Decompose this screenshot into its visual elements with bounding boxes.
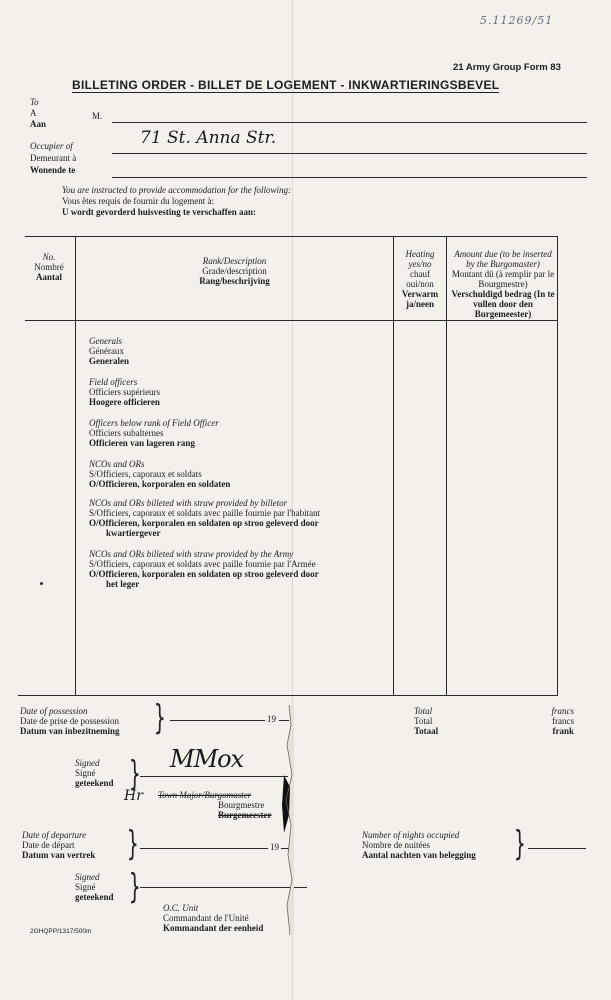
print-code: 2GHQPP/1317/500m	[30, 928, 92, 935]
category-straw-billetor	[89, 498, 320, 538]
signed2-label-block	[75, 872, 114, 902]
to-label-en: To	[30, 97, 39, 107]
category-straw-army	[89, 549, 319, 589]
occupier-label-en: Occupier of	[30, 141, 73, 151]
possession-fr: Date de prise de possession	[20, 716, 119, 726]
signed1-fr: Signé	[75, 768, 96, 778]
page-title: BILLETING ORDER - BILLET DE LOGEMENT - INKWARTIERINGSBEVEL	[72, 78, 500, 92]
header-no-en: No.	[42, 252, 56, 262]
nights-en: Number of nights occupied	[362, 830, 460, 840]
total-currency-block	[538, 706, 574, 736]
to-label-nl: Aan	[30, 119, 47, 129]
signed2-nl: geteekend	[75, 892, 114, 902]
header-amount-nl3: Burgemeester)	[474, 309, 532, 319]
table-bottom-rule	[18, 695, 558, 696]
departure-en: Date of departure	[22, 830, 87, 840]
ink-dot	[40, 582, 43, 585]
archive-reference: 5.11269/51	[480, 14, 554, 27]
signed1-label-block	[75, 758, 114, 788]
category-en: NCOs and ORs	[89, 459, 145, 469]
oc-unit-block	[163, 903, 263, 933]
m-label: M.	[92, 111, 103, 121]
instructions-block	[62, 185, 291, 218]
header-amount-en2: by the Burgomaster)	[466, 259, 540, 269]
to-label-block	[30, 97, 46, 130]
oc-unit-fr: Commandant de l'Unité	[163, 913, 249, 923]
category-en: Field officers	[89, 377, 138, 387]
header-rank	[76, 256, 393, 286]
form-number: 21 Army Group Form 83	[453, 62, 561, 73]
category-fr: S/Officiers, caporaux et soldats avec paille fournie par l'habitant	[89, 508, 321, 518]
header-heating	[394, 249, 446, 309]
signed2-brace: }	[128, 867, 141, 907]
category-nl: Generalen	[89, 356, 129, 366]
header-heating-en2: yes/no	[408, 259, 432, 269]
header-amount-fr2: Bourgmestre)	[478, 279, 528, 289]
departure-label-block	[22, 830, 95, 860]
category-nl-cont: kwartiergever	[106, 528, 161, 538]
header-heating-nl2: ja/neen	[406, 299, 434, 309]
nights-fr: Nombre de nuitées	[362, 840, 430, 850]
header-heating-fr2: oui/non	[406, 279, 434, 289]
category-en: NCOs and ORs billeted with straw provided by billetor	[89, 498, 288, 508]
nights-nl: Aantal nachten van belegging	[362, 850, 476, 860]
header-amount	[448, 249, 558, 319]
departure-year: 19	[270, 842, 279, 852]
signed2-fr: Signé	[75, 882, 96, 892]
total-nl: Totaal	[414, 726, 439, 736]
category-nl: Hoogere officieren	[89, 397, 160, 407]
header-amount-nl: Verschuldigd bedrag (In te	[451, 289, 555, 299]
possession-nl: Datum van inbezitneming	[20, 726, 120, 736]
table-divider-3	[446, 236, 447, 695]
instructions-fr: Vous êtes requis de fournir du logement à:	[62, 196, 215, 206]
category-fr: S/Officiers, caporaux et soldats avec paille fournie par l'Armée	[89, 559, 316, 569]
header-amount-nl2: vullen door den	[473, 299, 533, 309]
signed1-brace: }	[128, 754, 141, 794]
occupier-label-block	[30, 140, 76, 176]
possession-brace: }	[153, 698, 166, 738]
town-major-nl: Burgemeester	[218, 810, 272, 820]
signed1-line	[140, 776, 288, 777]
header-no-nl: Aantal	[35, 272, 62, 282]
total-fr: Total	[414, 716, 433, 726]
currency-fr: francs	[552, 716, 574, 726]
category-nl: O/Officieren, korporalen en soldaten	[89, 479, 231, 489]
category-fr: Officiers supérieurs	[89, 387, 161, 397]
header-heating-nl: Verwarm	[401, 289, 439, 299]
nights-line	[528, 848, 586, 849]
currency-nl: frank	[552, 726, 574, 736]
departure-nl: Datum van vertrek	[22, 850, 96, 860]
occupier-line-1	[112, 153, 587, 154]
table-divider-1	[75, 236, 76, 695]
oc-unit-nl: Kommandant der eenheid	[163, 923, 264, 933]
header-rank-fr: Grade/description	[202, 266, 267, 276]
header-heating-fr: chauf	[410, 269, 430, 279]
signed1-en: Signed	[75, 758, 100, 768]
header-rank-en: Rank/Description	[202, 256, 267, 266]
category-field-officers	[89, 377, 160, 407]
possession-year: 19	[267, 714, 276, 724]
category-en: NCOs and ORs billeted with straw provided by the Army	[89, 549, 294, 559]
header-heating-en: Heating	[405, 249, 435, 259]
signed2-en: Signed	[75, 872, 100, 882]
category-nl-cont: het leger	[106, 579, 140, 589]
category-nl: O/Officieren, korporalen en soldaten op stroo geleverd door	[89, 518, 319, 528]
to-label-fr: A	[30, 108, 37, 118]
category-junior-officers	[89, 418, 219, 448]
occupier-line-2	[112, 177, 587, 178]
total-label-block	[414, 706, 438, 736]
instructions-nl: U wordt gevorderd huisvesting te verschaffen aan:	[62, 207, 256, 217]
possession-label-block	[20, 706, 120, 736]
departure-brace: }	[126, 824, 139, 864]
departure-fr: Date de départ	[22, 840, 75, 850]
paper-tear	[280, 705, 294, 935]
possession-line	[170, 720, 265, 721]
header-no-fr: Nombré	[34, 262, 64, 272]
occupier-label-nl: Wonende te	[30, 165, 76, 175]
occupier-address-handwritten: 71 St. Anna Str.	[140, 128, 277, 148]
total-en: Total	[414, 706, 433, 716]
occupier-label-fr: Demeurant à	[30, 153, 77, 163]
header-amount-fr: Montant dû (à remplir par le	[451, 269, 555, 279]
category-fr: Officiers subalternes	[89, 428, 164, 438]
category-nl: O/Officieren, korporalen en soldaten op stroo geleverd door	[89, 569, 319, 579]
instructions-en: You are instructed to provide accommodation for the following:	[62, 185, 291, 195]
town-major-fr: Bourgmestre	[218, 800, 265, 810]
oc-unit-en: O.C. Unit	[163, 903, 199, 913]
category-en: Officers below rank of Field Officer	[89, 418, 219, 428]
header-no	[24, 252, 74, 282]
possession-en: Date of possession	[20, 706, 88, 716]
header-amount-en: Amount due (to be inserted	[454, 249, 552, 259]
category-fr: Généraux	[89, 346, 124, 356]
category-ncos	[89, 459, 230, 489]
header-rank-nl: Rang/beschrijving	[199, 276, 270, 286]
category-generals	[89, 336, 129, 366]
initials-handwritten: Hr	[124, 788, 143, 804]
signature-handwritten: MMox	[170, 745, 244, 773]
currency-en: francs	[551, 706, 574, 716]
name-field-line	[112, 122, 587, 123]
category-fr: S/Officiers, caporaux et soldats	[89, 469, 202, 479]
category-en: Generals	[89, 336, 122, 346]
town-major-en: Town Major/Burgomaster	[158, 790, 252, 800]
category-nl: Officieren van lageren rang	[89, 438, 195, 448]
nights-label-block	[362, 830, 476, 860]
departure-line	[140, 848, 268, 849]
nights-brace: }	[513, 824, 526, 864]
signed1-nl: geteekend	[75, 778, 114, 788]
